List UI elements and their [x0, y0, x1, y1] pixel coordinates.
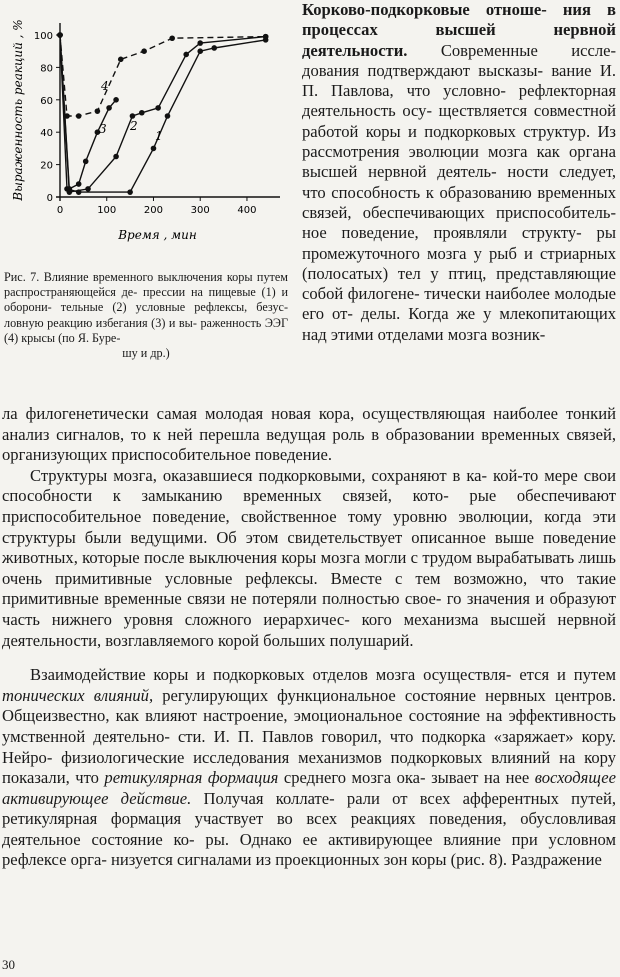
right-column-text [302, 0, 616, 345]
body-line: органа высшей нервной деятель- [302, 142, 616, 182]
data-point [211, 45, 217, 51]
body-line: рые обеспечивают приспособительное поведение, свойственное тому [2, 486, 616, 526]
series-label: 1 [155, 129, 163, 143]
caption-line: коры путем распространяющейся де- [4, 270, 288, 300]
data-point [113, 154, 119, 160]
data-point [130, 113, 136, 119]
body-line: ное поведение, проявляли структу- [302, 223, 582, 243]
body-line: образовании временных связей, организующих приспособительное [2, 424, 617, 465]
x-tick-label: 400 [237, 205, 257, 216]
body-line: низуется сигналами из проекционных зон коры (рис. 8). Раздражение [111, 850, 602, 870]
body-line: больших полушарий. [263, 630, 414, 650]
body-line: ры промежуточного мозга у рыб и [302, 223, 616, 263]
x-tick-label: 200 [143, 205, 164, 216]
caption-line: шу и др.) [122, 346, 170, 361]
body-line: делы. Когда же у млекопитающих [360, 304, 616, 324]
body-line: физиологические исследования механизмов подкорковых влияний [61, 747, 551, 767]
body-text: регулирующих функциональное [153, 685, 396, 705]
caption-line: ловную реакцию избегания (3) и вы- [4, 315, 197, 330]
paragraph-1 [2, 404, 616, 466]
data-point [67, 186, 73, 192]
data-point [127, 189, 133, 195]
data-point [85, 186, 91, 192]
body-line: вание И. П. Павлова, что условно- [302, 60, 616, 101]
data-point [151, 146, 157, 152]
body-line: рали от всех афферентных путей, ретикулярная формация участвует [2, 788, 616, 829]
body-line: Современные иссле- [440, 40, 616, 60]
body-line: ществляется совместной работой [302, 101, 617, 141]
body-line: уровню эволюции, когда эти структуры были ведущими. Об этом [2, 506, 616, 547]
body-line: образованию временных связей, [302, 182, 617, 222]
body-text: Получая коллате- [191, 788, 335, 808]
body-line: рассмотрения эволюции мозга как [302, 142, 560, 162]
caption-line: тельные (2) условные рефлексы, безус- [60, 300, 289, 315]
paragraph-3 [2, 665, 616, 871]
body-line: сти. И. П. Павлов говорил, что подкорка «заряжает» кору. Нейро- [2, 726, 616, 767]
emphasis-term: тонических влияний, [2, 685, 154, 705]
heading-line: Корково-подкорковые отноше- [302, 0, 547, 19]
body-line: наиболее тонкий анализ сигналов, то к ней перешла ведущая роль в [2, 404, 616, 444]
body-line: го значения и образуют часть нижнего уровня сложного иерархичес- [2, 589, 616, 629]
caption-line: Рис. 7. Влияние временного выключения [4, 270, 223, 284]
data-point [118, 57, 124, 63]
full-width-text [2, 404, 616, 871]
data-point [113, 97, 119, 103]
body-line: тически наиболее молодые его от- [302, 284, 616, 324]
x-tick-label: 0 [56, 205, 64, 216]
x-tick-label: 100 [97, 205, 117, 216]
body-line: рефлекторная деятельность осу- [302, 81, 616, 121]
body-line: Структуры мозга, оказавшиеся подкорковыми, сохраняют в ка- [30, 465, 488, 485]
line-chart [0, 0, 300, 270]
y-axis-label: Выраженность реакций , % [11, 19, 25, 201]
data-point [57, 32, 63, 38]
series-line [60, 35, 266, 192]
body-line: свидетельствует описанное выше поведение животных, которые [2, 527, 616, 568]
y-tick-label: 20 [40, 160, 53, 172]
heading-line: деятельности. [302, 40, 408, 60]
data-point [95, 108, 101, 114]
body-line: кой-то мере свои способности к замыканию временных связей, кото- [2, 465, 616, 506]
series-line [60, 35, 266, 192]
y-tick-label: 0 [46, 193, 53, 204]
data-point [64, 113, 70, 119]
body-line: во всех реакциях поведения, обусловливая деятельное состояние ко- [2, 809, 616, 849]
series-label: 2 [130, 119, 138, 133]
figure-7 [0, 0, 300, 400]
body-text: на кору показали, что [2, 747, 616, 788]
body-line: кого механизма высшей нервной деятельности, возглавляемого корой [2, 609, 616, 650]
body-line: лишь очень примитивные условные рефлексы. Вместе с тем возможно, [2, 548, 616, 588]
body-line: ры. Однако ее активирующее влияние при условном рефлексе орга- [2, 829, 616, 870]
x-axis-label: Время , мин [118, 228, 197, 242]
series-label: 3 [99, 122, 107, 136]
data-point [183, 52, 189, 58]
body-line: представляющие собой филогене- [302, 263, 616, 304]
figure-caption [4, 270, 288, 361]
caption-line: раженность ЭЭГ (4) крысы (по Я. Буре- [4, 315, 288, 345]
emphasis-term: восходящее активирующее действие. [2, 768, 616, 808]
y-tick-label: 100 [33, 31, 53, 42]
body-line: ности следует, что способность к [302, 162, 616, 202]
y-tick-label: 60 [40, 95, 53, 107]
body-line: обеспечивающих приспособитель- [362, 202, 616, 222]
body-line: состояние нервных центров. Общеизвестно, как влияют настроение, [2, 685, 616, 726]
body-line: дования подтверждают высказы- [302, 60, 544, 80]
data-point [165, 113, 171, 119]
data-point [76, 113, 82, 119]
body-line: что такие примитивные временные связи не потеряли полностью свое- [2, 568, 616, 609]
page-number: 30 [2, 957, 15, 972]
data-point [197, 40, 203, 46]
data-point [263, 34, 269, 40]
data-point [106, 105, 112, 111]
body-text: зывает на нее [431, 768, 535, 788]
data-point [169, 35, 175, 41]
body-text: среднего мозга ока- [278, 768, 426, 788]
caption-line: прессии на пищевые (1) и оборони- [4, 285, 288, 315]
data-point [139, 110, 145, 116]
body-line: ла филогенетически самая молодая новая кора, осуществляющая [2, 404, 486, 423]
body-line: стриарных (полосатых) тел у птиц, [302, 243, 616, 283]
series-line [60, 35, 266, 116]
emphasis-term: ретикулярная формация [104, 768, 279, 788]
body-line: коры и подкорковых структур. Из [365, 121, 616, 141]
x-tick-label: 300 [190, 205, 210, 216]
data-point [197, 48, 203, 54]
body-line: эмоциональное состояние на эффективность умственной деятельно- [2, 706, 616, 746]
body-line: поведение. [254, 445, 333, 465]
series-label: 4 [101, 79, 109, 93]
paragraph-2 [2, 466, 616, 651]
heading-line: ния в процессах высшей нервной [302, 0, 616, 40]
y-tick-label: 80 [40, 63, 53, 75]
data-point [155, 105, 161, 111]
body-line: над этими отделами мозга возник- [302, 324, 546, 344]
body-line: после выключения коры мозга могли с трудом вырабатывать [143, 548, 575, 568]
y-tick-label: 40 [40, 128, 53, 140]
data-point [76, 181, 82, 187]
body-line: Взаимодействие коры и подкорковых отделов мозга осуществля- [30, 665, 512, 685]
data-point [83, 159, 89, 165]
data-point [141, 48, 147, 54]
body-text: ется и путем [519, 665, 616, 685]
